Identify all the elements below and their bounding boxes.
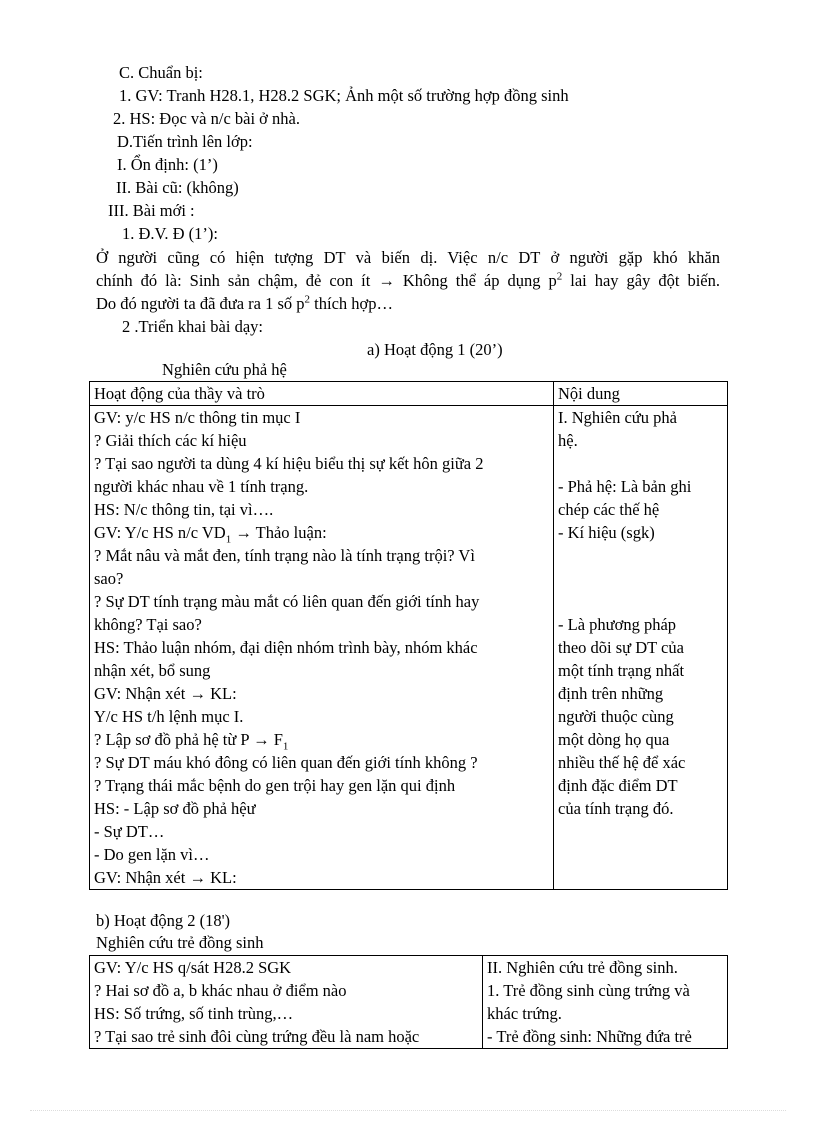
left-line: HS: Thảo luận nhóm, đại diện nhóm trình bày, nhóm khác (94, 638, 478, 657)
left-line: HS: N/c thông tin, tại vì…. (94, 500, 274, 519)
right-line: hệ. (558, 431, 578, 450)
right-line: chép các thế hệ (558, 500, 660, 519)
new-lesson: III. Bài mới : (108, 201, 195, 220)
header-left: Hoạt động của thầy và trò (90, 382, 554, 406)
activity2-table (89, 955, 728, 1049)
right-line: của tính trạng đó. (558, 799, 674, 818)
activity2-right-cell (483, 956, 728, 1049)
left-line: sao? (94, 569, 124, 588)
activity1-subtitle: Nghiên cứu phả hệ (162, 360, 287, 379)
right-line: 1. Trẻ đồng sinh cùng trứng và (487, 981, 690, 1000)
intro-heading: 1. Đ.V. Đ (1’): (122, 224, 218, 243)
left-line: HS: - Lập sơ đồ phả hệư (94, 799, 256, 818)
left-line: ? Tại sao người ta dùng 4 kí hiệu biểu thị sự kết hôn giữa 2 (94, 454, 484, 473)
intro-paragraph (96, 246, 720, 315)
right-line (558, 590, 723, 613)
right-line: - Kí hiệu (sgk) (558, 523, 655, 542)
activity2-left-cell (90, 956, 483, 1049)
right-line: định trên những (558, 684, 664, 703)
left-line: ? Hai sơ đồ a, b khác nhau ở điểm nào (94, 981, 347, 1000)
activity1-title: a) Hoạt động 1 (20’) (367, 340, 503, 359)
left-line: GV: Nhận xét → KL: (94, 868, 237, 887)
intro-line: Do đó người ta đã đưa ra 1 số $p^2$ thích hợp… (96, 293, 393, 313)
right-line: một tính trạng nhất (558, 661, 685, 680)
intro-line: chính đó là: Sinh sản chậm, đẻ con ít → Không thể áp dụng $p^2$ lai hay gây đột biến. (96, 270, 720, 290)
right-line: - Phả hệ: Là bản ghi (558, 477, 692, 496)
intro-line: Ở người cũng có hiện tượng DT và biến dị. Việc n/c DT ở người gặp khó khăn (96, 248, 720, 267)
right-line (558, 567, 723, 590)
right-line: định đặc điểm DT (558, 776, 678, 795)
right-line: khác trứng. (487, 1004, 562, 1023)
left-line: ? Sự DT tính trạng màu mắt có liên quan đến giới tính hay (94, 592, 480, 611)
old-lesson: II. Bài cũ: (không) (116, 178, 239, 197)
left-line: nhận xét, bổ sung (94, 661, 211, 680)
left-line: GV: Nhận xét → KL: (94, 684, 237, 703)
left-line: người khác nhau về 1 tính trạng. (94, 477, 309, 496)
activity1-left-cell (90, 406, 554, 890)
prep-gv: 1. GV: Tranh H28.1, H28.2 SGK; Ảnh một số trường hợp đồng sinh (119, 86, 569, 105)
right-line: I. Nghiên cứu phả (558, 408, 677, 427)
right-line: người thuộc cùng (558, 707, 674, 726)
left-line: ? Lập sơ đồ phả hệ từ $P \to F_1$ (94, 730, 289, 753)
deploy-heading: 2 .Triển khai bài dạy: (122, 317, 263, 336)
right-line: II. Nghiên cứu trẻ đồng sinh. (487, 958, 678, 977)
right-line: theo dõi sự DT của (558, 638, 684, 657)
right-line (558, 452, 723, 475)
left-line: ? Mắt nâu và mắt đen, tính trạng nào là tính trạng trội? Vì (94, 546, 475, 565)
stabilize: I. Ổn định: (1’) (117, 155, 218, 174)
activity2-title: b) Hoạt động 2 (18') (96, 911, 231, 930)
process-heading: D.Tiến trình lên lớp: (117, 132, 253, 151)
right-line: - Trẻ đồng sinh: Những đứa trẻ (487, 1027, 692, 1046)
left-line: ? Tại sao trẻ sinh đôi cùng trứng đều là nam hoặc (94, 1027, 420, 1046)
right-line: - Là phương pháp (558, 615, 677, 634)
activity1-right-cell (554, 406, 728, 890)
right-line: một dòng họ qua (558, 730, 670, 749)
prep-heading: C. Chuẩn bị: (119, 63, 203, 82)
left-line: - Do gen lặn vì… (94, 845, 210, 864)
left-line: GV: y/c HS n/c thông tin mục I (94, 408, 301, 427)
prep-hs: 2. HS: Đọc và n/c bài ở nhà. (113, 109, 300, 128)
left-line: GV: Y/c HS n/c $VD_1$ → Thảo luận: (94, 523, 327, 546)
activity2-subtitle: Nghiên cứu trẻ đồng sinh (96, 933, 264, 952)
left-line: ? Giải thích các kí hiệu (94, 431, 247, 450)
left-line: - Sự DT… (94, 822, 165, 841)
left-line: Y/c HS t/h lệnh mục I. (94, 707, 244, 726)
left-line: ? Sự DT máu khó đông có liên quan đến giới tính không ? (94, 753, 478, 772)
left-line: ? Trạng thái mắc bệnh do gen trội hay gen lặn qui định (94, 776, 456, 795)
activity1-table (89, 381, 728, 890)
left-line: GV: Y/c HS q/sát H28.2 SGK (94, 958, 292, 977)
right-line (558, 544, 723, 567)
page-bottom-rule (30, 1110, 786, 1111)
left-line: HS: Số trứng, số tinh trùng,… (94, 1004, 294, 1023)
right-line: nhiều thế hệ để xác (558, 753, 686, 772)
left-line: không? Tại sao? (94, 615, 202, 634)
header-right: Nội dung (554, 382, 728, 406)
